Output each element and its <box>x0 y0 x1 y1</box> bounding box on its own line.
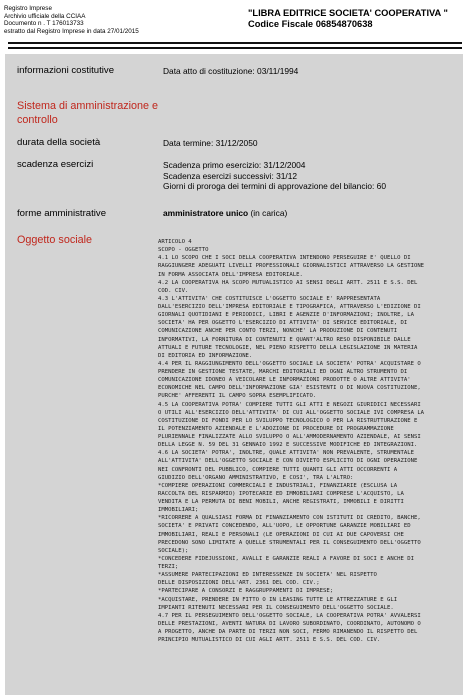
oggetto-text-line: 4.3 L'ATTIVITA' CHE COSTITUISCE L'OGGETTO SOCIALE E' RAPPRESENTATA <box>158 295 381 302</box>
oggetto-text-line: *CONCEDERE FIDEJUSSIONI, AVALLI E GARANZIE REALI A FAVORE DI SOCI E ANCHE DI <box>158 555 414 562</box>
oggetto-text-line: *ACQUISTARE, PRENDERE IN FITTO O IN LEASING TUTTE LE ATTREZZATURE E GLI <box>158 596 398 603</box>
oggetto-sociale-text <box>158 238 460 644</box>
oggetto-text-line: RACCOLTA DEL RISPARMIO) IPOTECARIE ED IMMOBILIARI COMPRESE L'ACQUISTO, LA <box>158 490 404 497</box>
oggetto-text-line: PURCHE' AFFERENTI IL CAMPO SOPRA ESEMPLIFICATO. <box>158 393 317 400</box>
forme-value <box>163 208 287 219</box>
oggetto-text-line: COMUNICAZIONE ANCHE PER CONTO TERZI, NONCHE' LA PRODUZIONE DI CONTENUTI <box>158 328 398 335</box>
oggetto-text-line: ALL'ATTIVITA' DELL'OGGETTO SOCIALE E CON DIVIETO ESPLICITO DI OGNI OPERAZIONE <box>158 458 418 465</box>
oggetto-text-line: RAGGIUNGERE ADEGUATI LIVELLI PROFESSIONALI GIORNALISTICI ATTRAVERSO LA GESTIONE <box>158 263 425 270</box>
oggetto-text-line: VENDITA E LA PERMUTA DI BENI MOBILI, ANCHE REGISTRATI, IMMOBILI E DIRITTI <box>158 499 404 505</box>
oggetto-text-line: DELLE DISPOSIZIONI DELL'ART. 2361 DEL COD. CIV.; <box>158 580 320 587</box>
oggetto-text-line: IMMOBILIARI, REALI E PERSONALI (LE OPERAZIONI DI CUI AI DUE CAPOVERSI CHE <box>158 531 404 538</box>
registry-header <box>4 5 139 36</box>
oggetto-text-line: PRECEDONO SONO LIMITATE A QUELLE STRUMENTALI PER IL CONSEGUIMENTO DELL'OGGETTO <box>158 539 421 546</box>
sistema-line-1: Sistema di amministrazione e <box>17 100 159 112</box>
oggetto-text-line: DELLA LEGGE N. 59 DEL 31 GENNAIO 1992 E SUCCESSIVE MODIFICHE ED INTEGRAZIONI. <box>158 442 418 449</box>
header-rule-top <box>8 42 462 44</box>
oggetto-text-line: 4.4 PER IL RAGGIUNGIMENTO DELL'OGGETTO SOCIALE LA SOCIETA' POTRA' ACQUISTARE O <box>158 360 421 367</box>
fiscal-code: Codice Fiscale 06854870638 <box>248 19 373 29</box>
oggetto-text-line: IMMOBILIARI; <box>158 507 199 514</box>
oggetto-text-line: GIUDIZIO DELL'ORGANO AMMINISTRATIVO, E COSI', TRA L'ALTRO: <box>158 474 354 481</box>
admin-type: amministratore unico <box>163 208 249 218</box>
section-label-scadenza: scadenza esercizi <box>17 159 94 170</box>
admin-status: (in carica) <box>248 208 288 218</box>
oggetto-text-line: PLURIENNALE FINALIZZATE ALLO SVILUPPO O ALL'AMMODERNAMENTO AZIENDALE, AI SENSI <box>158 434 421 440</box>
section-label-informazioni: informazioni costitutive <box>17 65 115 76</box>
oggetto-text-line: SOCIALE); <box>158 547 189 554</box>
oggetto-text-line: DELLE PRESTAZIONI, AVENTI NATURA DI LAVORO SUBORDINATO, COORDINATO, AUTONOMO O <box>158 620 421 627</box>
oggetto-text-line: ECONOMICHE NEL CAMPO DELL'INFORMAZIONE GIA' ESISTENTI O DI NUOVA COSTITUZIONE, <box>158 385 421 392</box>
oggetto-text-line: COMUNICAZIONE IDONEO A VEICOLARE LE INFORMAZIONI PRODOTTE O ALTRE ATTIVITA' <box>158 377 411 384</box>
oggetto-text-line: SOCIETA' HA PER OGGETTO L'ESERCIZIO DI ATTIVITA' DI SERVICE EDITORIALE, DI <box>158 320 408 327</box>
registry-line: estratto dal Registro Imprese in data 27/01/2015 <box>4 28 139 36</box>
oggetto-text-line: PRINCIPIO MUTUALISTICO DI CUI AGLI ARTT. 2511 E S.S. DEL COD. CIV. <box>158 637 381 644</box>
oggetto-text-line: 4.7 PER IL PERSEGUIMENTO DELL'OGGETTO SOCIALE, LA COOPERATIVA POTRA' AVVALERSI <box>158 612 421 619</box>
oggetto-text-line: IMPIANTI RITENUTI NECESSARI PER IL CONSEGUIMENTO DELL'OGGETTO SOCIALE. <box>158 604 394 611</box>
section-label-durata: durata della società <box>17 137 101 148</box>
oggetto-text-line: 4.2 LA COOPERATIVA HA SCOPO MUTUALISTICO AI SENSI DEGLI ARTT. 2511 E S.S. DEL <box>158 279 418 286</box>
scadenza-line: Scadenza esercizi successivi: 31/12 <box>163 170 298 181</box>
oggetto-text-line: NEI CONFRONTI DEL PUBBLICO, COMPIERE TUTTI QUANTI GLI ATTI OCCORRENTI A <box>158 466 398 473</box>
registry-line: Registro Imprese <box>4 5 52 12</box>
oggetto-text-line: *ASSUMERE PARTECIPAZIONI ED INTERESSENZE IN SOCIETA' NEL RISPETTO <box>158 572 377 579</box>
oggetto-text-line: ARTICOLO 4 <box>158 239 192 245</box>
oggetto-text-line: 4.5 LA COOPERATIVA POTRA' COMPIERE TUTTI GLI ATTI E NEGOZI GIURIDICI NECESSARI <box>158 401 421 408</box>
scadenza-line: Scadenza primo esercizio: 31/12/2004 <box>163 160 306 170</box>
oggetto-text-line: *RICORRERE A QUALSIASI FORMA DI FINANZIAMENTO CON ISTITUTI DI CREDITO, BANCHE, <box>158 515 421 522</box>
oggetto-text-line: COD. CIV. <box>158 287 189 294</box>
scadenza-values <box>163 160 386 192</box>
section-heading-sistema <box>17 99 158 127</box>
oggetto-text-line: DALL'ESERCIZIO DELL'IMPRESA EDITORIALE E TIPOGRAFICA, ATTRAVERSO L'EDIZIONE DI <box>158 304 421 310</box>
oggetto-text-line: *PARTECIPARE A CONSORZI E RAGGRUPPAMENTI DI IMPRESE; <box>158 588 334 595</box>
oggetto-text-line: TERZI; <box>158 564 179 570</box>
oggetto-text-line: A PROGETTO, ANCHE DA PARTE DI TERZI NON SOCI, FERMO RIMANENDO IL RISPETTO DEL <box>158 629 418 635</box>
section-heading-oggetto: Oggetto sociale <box>17 234 93 246</box>
oggetto-text-line: PRENDERE IN GESTIONE TESTATE, MARCHI EDITORIALI ED OGNI ALTRO STRUMENTO DI <box>158 369 408 375</box>
oggetto-text-line: 4.1 LO SCOPO CHE I SOCI DELLA COOPERATIVA INTENDONO PERSEGUIRE E' QUELLO DI <box>158 255 411 262</box>
constitution-date: Data atto di costituzione: 03/11/1994 <box>163 66 299 76</box>
oggetto-text-line: IN FORMA ASSOCIATA DELL'IMPRESA EDITORIALE. <box>158 271 303 278</box>
oggetto-text-line: ATTUALI E FUTURE TECNOLOGIE, NEL PIENO RISPETTO DELLA LEGISLAZIONE IN MATERIA <box>158 344 418 351</box>
header-rule-bottom <box>8 47 462 49</box>
oggetto-text-line: INFORMATIVI, LA FORNITURA DI CONTENUTI E QUANT'ALTRO RESO DISPONIBILE DALLE <box>158 336 411 343</box>
sistema-line-2: controllo <box>17 114 58 126</box>
oggetto-text-line: SOCIETA' E PRIVATI CONCEDENDO, ALL'UOPO, LE OPPORTUNE GARANZIE MOBILIARI ED <box>158 523 411 530</box>
company-header <box>248 8 448 30</box>
scadenza-line: Giorni di proroga dei termini di approvazione del bilancio: 60 <box>163 181 386 192</box>
oggetto-text-line: *COMPIERE OPERAZIONI COMMERCIALI E INDUSTRIALI, FINANZIARIE (ESCLUSA LA <box>158 482 398 489</box>
oggetto-text-line: IL POTENZIAMENTO AZIENDALE E L'ADOZIONE DI PROCEDURE DI PROGRAMMAZIONE <box>158 425 394 432</box>
oggetto-text-line: O UTILI ALL'ESERCIZIO DELL'ATTIVITA' DI CUI ALL'OGGETTO SOCIALE IVI COMPRESA LA <box>158 409 425 416</box>
registry-line: Archivio ufficiale della CCIAA <box>4 12 86 20</box>
oggetto-text-line: SCOPO - OGGETTO <box>158 247 209 254</box>
oggetto-text-line: DI EDITORIA ED INFORMAZIONE. <box>158 352 253 359</box>
oggetto-text-line: GIORNALI QUOTIDIANI E PERIODICI, LIBRI E AGENZIE D'INFORMAZIONI; INOLTRE, LA <box>158 312 414 319</box>
end-date: Data termine: 31/12/2050 <box>163 138 258 148</box>
section-label-forme: forme amministrative <box>17 208 107 219</box>
oggetto-text-line: COSTITUZIONE DI FONDI PER LO SVILUPPO TECNOLOGICO O PER LA RISTRUTTURAZIONE E <box>158 417 418 424</box>
oggetto-text-line: 4.6 LA SOCIETA' POTRA', INOLTRE, QUALE ATTIVITA' NON PREVALENTE, STRUMENTALE <box>158 450 414 457</box>
company-name: "LIBRA EDITRICE SOCIETA' COOPERATIVA " <box>248 8 448 18</box>
registry-line: Documento n . T 176013733 <box>4 20 84 28</box>
